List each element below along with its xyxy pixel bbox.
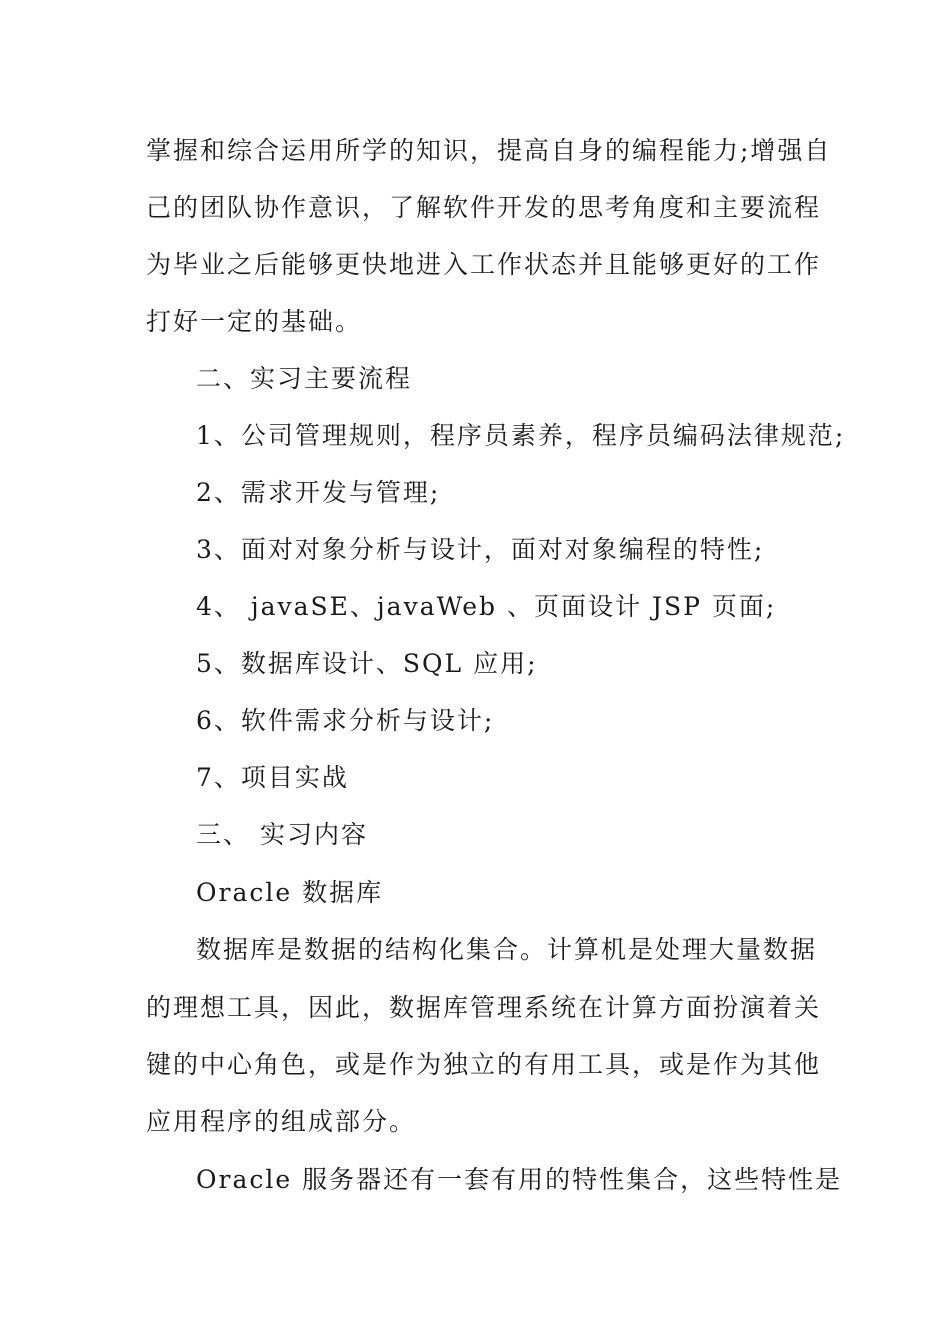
list-item: 7、项目实战 bbox=[196, 763, 349, 792]
section-heading: 二、实习主要流程 bbox=[196, 364, 413, 393]
list-item: 2、需求开发与管理; bbox=[196, 478, 441, 507]
section-heading: 三、 实习内容 bbox=[196, 820, 368, 849]
list-item: 3、面对对象分析与设计，面对对象编程的特性; bbox=[196, 535, 765, 564]
paragraph-line: 己的团队协作意识，了解软件开发的思考角度和主要流程 bbox=[146, 193, 822, 222]
paragraph-line: 为毕业之后能够更快地进入工作状态并且能够更好的工作 bbox=[146, 250, 822, 279]
subheading: Oracle 数据库 bbox=[196, 878, 384, 907]
list-item: 6、软件需求分析与设计; bbox=[196, 706, 495, 735]
paragraph-line: 的理想工具，因此，数据库管理系统在计算方面扮演着关 bbox=[146, 993, 822, 1022]
paragraph-line: Oracle 服务器还有一套有用的特性集合，这些特性是 bbox=[196, 1165, 843, 1194]
paragraph-line: 数据库是数据的结构化集合。计算机是处理大量数据 bbox=[196, 935, 818, 964]
list-item: 4、 javaSE、javaWeb 、页面设计 JSP 页面; bbox=[196, 592, 777, 621]
paragraph-line: 键的中心角色，或是作为独立的有用工具，或是作为其他 bbox=[146, 1050, 822, 1079]
list-item: 1、公司管理规则，程序员素养，程序员编码法律规范; bbox=[196, 421, 846, 450]
paragraph-line: 打好一定的基础。 bbox=[146, 307, 363, 336]
list-item: 5、数据库设计、SQL 应用; bbox=[196, 649, 538, 678]
paragraph-line: 应用程序的组成部分。 bbox=[146, 1107, 417, 1136]
paragraph-line: 掌握和综合运用所学的知识，提高自身的编程能力;增强自 bbox=[146, 136, 832, 165]
